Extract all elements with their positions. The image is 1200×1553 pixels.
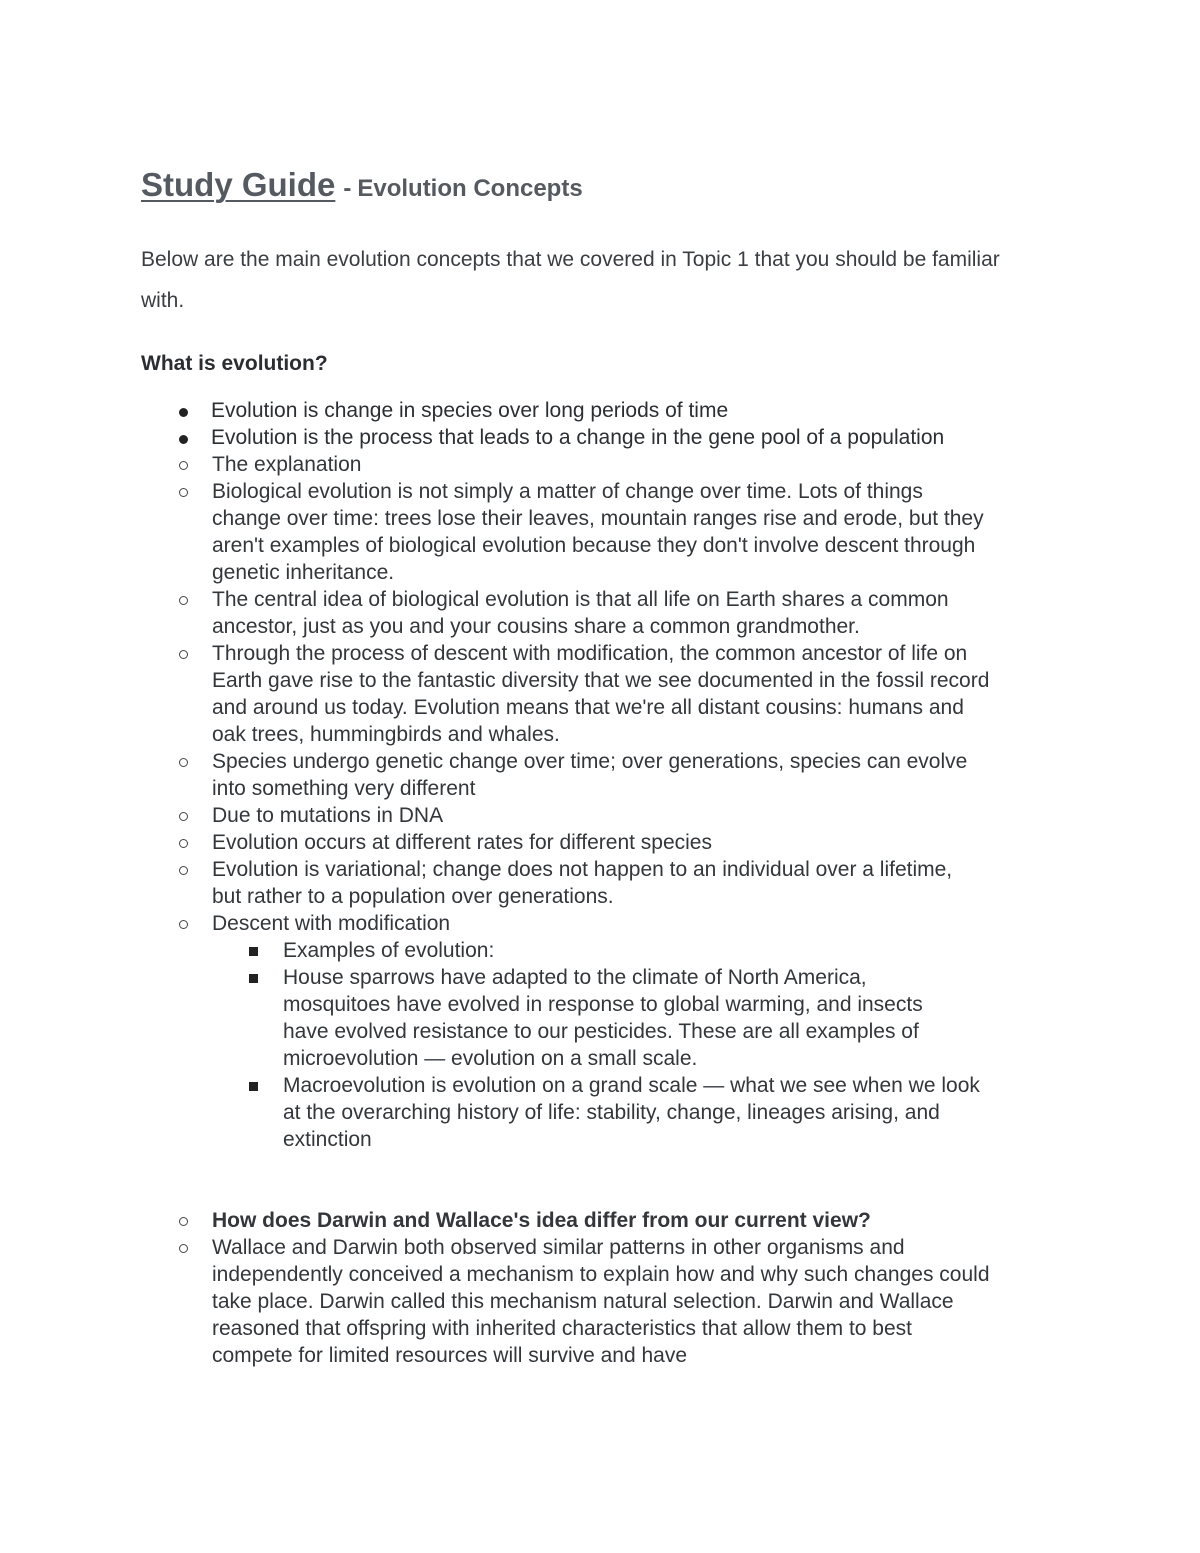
spacer	[141, 1153, 992, 1207]
hollow-circle-bullet-icon	[179, 596, 188, 605]
sub-list-item	[141, 451, 992, 478]
sub-item-text: Wallace and Darwin both observed similar patterns in other organisms and independently conceived a mechanism to explain how and why such changes could take place. Darwin called this mechanism natural selection. Darwin and Wallace reasoned that offspring with inherited characteristics that allow them to best compete for limited resources will survive and have	[212, 1236, 990, 1367]
sub-list-item	[141, 802, 992, 829]
example-item-text: Examples of evolution:	[283, 939, 495, 962]
example-item	[212, 964, 953, 1072]
list-item-text: Evolution is change in species over long periods of time	[211, 399, 729, 422]
list-item	[141, 397, 1061, 424]
sub-list-item	[141, 586, 992, 640]
sub-list-item	[141, 1234, 992, 1369]
hollow-circle-bullet-icon	[179, 758, 188, 767]
hollow-circle-bullet-icon	[179, 650, 188, 659]
page-title	[141, 163, 1061, 211]
example-item	[212, 937, 983, 964]
hollow-circle-bullet-icon	[179, 920, 188, 929]
filled-circle-bullet-icon	[179, 435, 188, 444]
filled-circle-bullet-icon	[179, 408, 188, 417]
sub-item-text: Due to mutations in DNA	[212, 804, 444, 827]
sub-list-item	[141, 829, 992, 856]
example-item-text: House sparrows have adapted to the climate of North America, mosquitoes have evolved in response to global warming, and insects have evolved resistance to our pesticides. These are all examples of microevolution — evolution on a small scale.	[283, 966, 923, 1070]
sub-list-item	[141, 1207, 992, 1234]
hollow-circle-bullet-icon	[179, 488, 188, 497]
example-item-text: Macroevolution is evolution on a grand scale — what we see when we look at the overarching history of life: stability, change, lineages arising, and extinction	[283, 1074, 980, 1151]
example-item	[212, 1072, 988, 1153]
section-heading: What is evolution?	[141, 352, 328, 375]
sub-item-text: Evolution occurs at different rates for different species	[212, 831, 712, 854]
square-bullet-icon	[249, 974, 258, 983]
square-bullet-icon	[249, 1082, 258, 1091]
main-bullet-list	[141, 397, 1061, 1369]
sub-item-text: Descent with modification	[212, 912, 451, 935]
title-separator: -	[343, 175, 352, 202]
sub-sub-bullet-list	[212, 937, 992, 1153]
sub-list-item	[141, 910, 992, 1153]
hollow-circle-bullet-icon	[179, 866, 188, 875]
sub-item-text: Biological evolution is not simply a matter of change over time. Lots of things change over time: trees lose their leaves, mountain ranges rise and erode, but they aren't examples of biological evolution because they don't involve descent through genetic inheritance.	[212, 480, 984, 584]
list-item-text: Evolution is the process that leads to a change in the gene pool of a population	[211, 426, 945, 449]
hollow-circle-bullet-icon	[179, 1217, 188, 1226]
list-item	[141, 424, 1061, 1369]
hollow-circle-bullet-icon	[179, 812, 188, 821]
hollow-circle-bullet-icon	[179, 461, 188, 470]
sub-item-text: Through the process of descent with modification, the common ancestor of life on Earth gave rise to the fantastic diversity that we see documented in the fossil record and around us today. Evolution means that we're all distant cousins: humans and oak trees, hummingbirds and whales.	[212, 642, 990, 746]
title-subtitle: Evolution Concepts	[357, 175, 583, 202]
sub-list-item	[141, 478, 992, 586]
sub-item-text: Evolution is variational; change does not happen to an individual over a lifetime, but rather to a population over generations.	[212, 858, 953, 908]
question-text: How does Darwin and Wallace's idea differ from our current view?	[212, 1209, 871, 1232]
document-page	[141, 163, 1061, 1369]
hollow-circle-bullet-icon	[179, 1244, 188, 1253]
title-main: Study Guide	[141, 166, 336, 203]
sub-item-text: The central idea of biological evolution is that all life on Earth shares a common ancestor, just as you and your cousins share a common grandmother.	[212, 588, 949, 638]
intro-paragraph: Below are the main evolution concepts that we covered in Topic 1 that you should be familiar with.	[141, 248, 1000, 312]
sub-list-item	[141, 856, 957, 910]
sub-list-item	[141, 748, 992, 802]
sub-list-item	[141, 640, 992, 748]
sub-bullet-list	[141, 451, 1061, 1369]
hollow-circle-bullet-icon	[179, 839, 188, 848]
square-bullet-icon	[249, 947, 258, 956]
sub-item-text: The explanation	[212, 453, 362, 476]
sub-item-text: Species undergo genetic change over time; over generations, species can evolve into something very different	[212, 750, 968, 800]
